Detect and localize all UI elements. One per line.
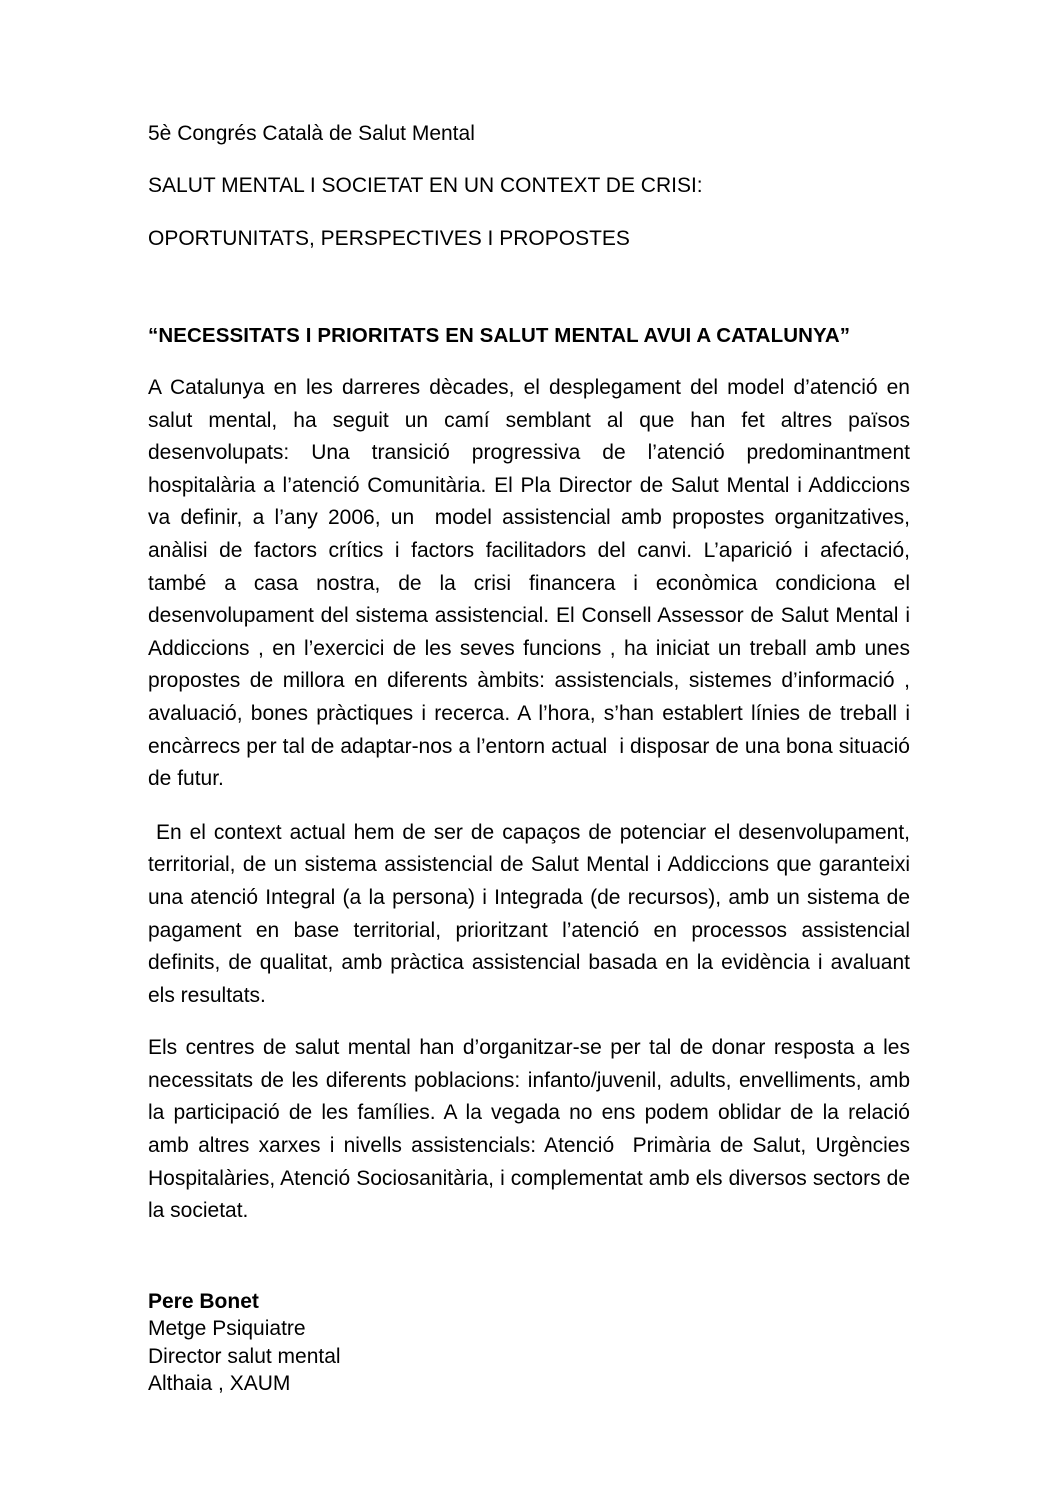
title-spacer bbox=[148, 278, 910, 322]
document-content bbox=[148, 120, 916, 1398]
congress-header-line: 5è Congrés Català de Salut Mental bbox=[148, 122, 475, 145]
congress-theme-line-2: OPORTUNITATS, PERSPECTIVES I PROPOSTES bbox=[148, 227, 630, 250]
signature-name: Pere Bonet bbox=[148, 1289, 259, 1313]
body-paragraph-3: Els centres de salut mental han d’organitzar-se per tal de donar resposta a les necessitats de les diferents poblacions: infanto/juvenil, adults, envelliments, amb la participació de les famílies. A la vegada no ens podem oblidar de la relació amb altres xarxes i nivells assistencials: Atenció Primària de Salut, Urgències Hospitalàries, Atenció Sociosanitària, i complementat amb els diversos sectors de la societat. bbox=[148, 1036, 916, 1223]
congress-theme-line-1: SALUT MENTAL I SOCIETAT EN UN CONTEXT DE CRISI: bbox=[148, 174, 703, 197]
signature-block bbox=[148, 1288, 910, 1398]
signature-position: Director salut mental bbox=[148, 1344, 341, 1368]
signature-organization: Althaia , XAUM bbox=[148, 1372, 291, 1396]
page-title: “NECESSITATS I PRIORITATS EN SALUT MENTAL AVUI A CATALUNYA” bbox=[148, 324, 851, 347]
signature-role: Metge Psiquiatre bbox=[148, 1317, 306, 1341]
body-paragraph-1: A Catalunya en les darreres dècades, el desplegament del model d’atenció en salut mental, ha seguit un camí semblant al que han fet altres països desenvolupats: Una transició progressiva de l’atenció predominantment hospitalària a l’atenció Comunitària. El Pla Director de Salut Mental i Addiccions va definir, a l’any 2006, un model assistencial amb propostes organitzatives, anàlisi de factors crítics i factors facilitadors del canvi. L’aparició i afectació, també a casa nostra, de la crisi financera i econòmica condiciona el desenvolupament del sistema assistencial. El Consell Assessor de Salut Mental i Addiccions , en l’exercici de les seves funcions , ha iniciat un treball amb unes propostes de millora en diferents àmbits: assistencials, sistemes d’informació , avaluació, bones pràctiques i recerca. A l’hora, s’han establert línies de treball i encàrrecs per tal de adaptar-nos a l’entorn actual i disposar de una bona situació de futur. bbox=[148, 376, 916, 791]
body-paragraph-2: En el context actual hem de ser de capaços de potenciar el desenvolupament, territorial, de un sistema assistencial de Salut Mental i Addiccions que garanteixi una atenció Integral (a la persona) i Integrada (de recursos), amb un sistema de pagament en base territorial, prioritzant l’atenció en processos assistencial definits, de qualitat, amb pràctica assistencial basada en la evidència i avaluant els resultats. bbox=[148, 820, 916, 1007]
